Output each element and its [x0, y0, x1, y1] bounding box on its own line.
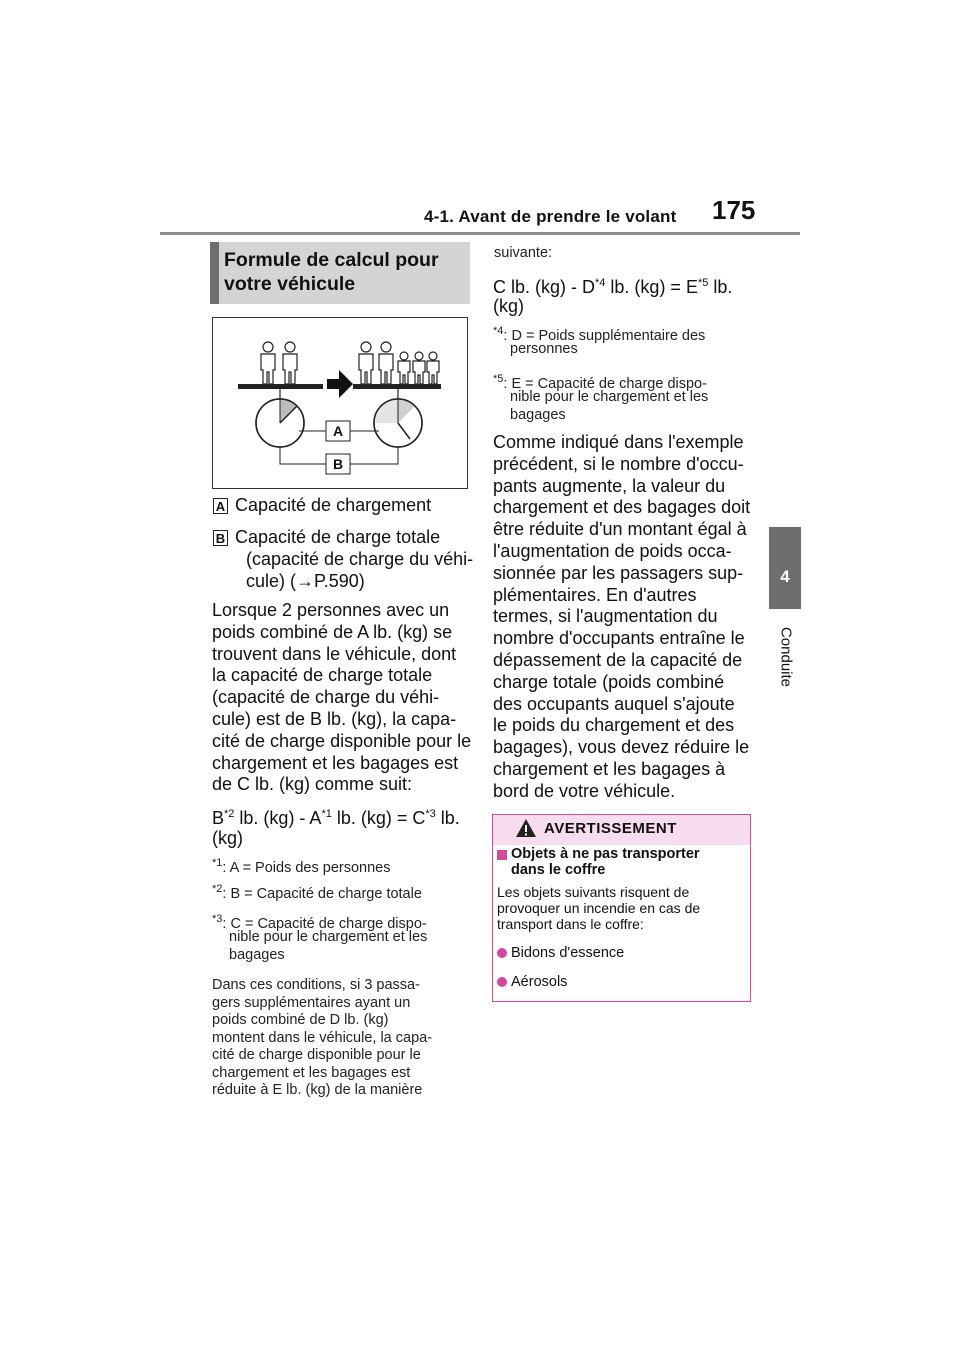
formula-term: lb. [708, 277, 733, 297]
warning-subhead-line2: dans le coffre [511, 862, 606, 878]
header-rule [160, 232, 800, 235]
footnote-2 [212, 881, 422, 903]
formula-term: lb. (kg) - A [234, 808, 322, 828]
text-line: des occupants auquel s'ajoute [493, 693, 735, 714]
footnote-3-line2: nible pour le chargement et les [229, 929, 428, 945]
five-people-icon [359, 342, 439, 384]
text-line: cule) est de B lb. (kg), la capa- [212, 708, 457, 729]
text-line: de C lb. (kg) comme suit: [212, 774, 413, 795]
text-line: bord de votre véhicule. [493, 780, 676, 801]
footnote-mark: *2 [212, 883, 223, 895]
warning-triangle-icon [515, 818, 537, 838]
formula-capacity [212, 804, 460, 830]
footnote-5-line2: nible pour le chargement et les [510, 389, 709, 405]
text-line: cité de charge disponible pour le [212, 1047, 421, 1063]
formula-term: C lb. (kg) - D [493, 277, 596, 297]
text-line: réduite à E lb. (kg) de la manière [212, 1082, 423, 1098]
formula-term: lb. [435, 808, 460, 828]
right-platform [353, 384, 441, 389]
chapter-number: 4 [780, 567, 790, 586]
text-line: dépassement de la capacité de [493, 649, 743, 670]
legend-b-line1: Capacité de charge totale [235, 527, 441, 547]
chapter-label [762, 622, 810, 692]
formula-term: B [212, 808, 225, 828]
warning-title: AVERTISSEMENT [544, 820, 677, 837]
text-line: précédent, si le nombre d'occu- [493, 453, 744, 474]
footnote-mark: *1 [212, 857, 223, 869]
load-capacity-illustration [212, 317, 468, 489]
footnote-mark: *4 [493, 325, 504, 337]
footnote-text: : C = Capacité de charge dispo- [222, 915, 427, 932]
increase-arrow-icon [327, 370, 353, 398]
text-line: chargement et les bagages est [212, 752, 459, 773]
text-line: chargement et des bagages doit [493, 497, 751, 518]
text-line: trouvent dans le véhicule, dont [212, 643, 457, 664]
section-heading-line2: votre véhicule [224, 273, 356, 295]
two-people-icon [261, 342, 297, 384]
footnote-ref: *3 [425, 808, 436, 820]
warning-item-1: Bidons d'essence [511, 945, 625, 961]
text-line: Dans ces conditions, si 3 passa- [212, 977, 420, 993]
footnote-4-line2: personnes [510, 341, 578, 357]
legend-b-line2: (capacité de charge du véhi- [246, 549, 474, 569]
right-scale-gauge-icon [374, 399, 422, 447]
legend-a-text: Capacité de chargement [235, 495, 432, 515]
warning-subhead-line1: Objets à ne pas transporter [511, 846, 700, 862]
text-line: l'augmentation de poids occa- [493, 540, 732, 561]
left-platform [238, 384, 323, 389]
warning-subhead [511, 846, 700, 878]
section-heading-line1: Formule de calcul pour [224, 249, 439, 271]
round-bullet-icon [497, 977, 507, 987]
text-line: chargement et les bagages est [212, 1064, 411, 1081]
text-line: plémentaires. En d'autres [493, 584, 697, 605]
text-line: chargement et les bagages à [493, 758, 726, 779]
formula-capacity-line2: (kg) [212, 828, 243, 848]
footnote-text: : A = Poids des personnes [222, 859, 391, 876]
text-line: poids combiné de A lb. (kg) se [212, 621, 453, 642]
footnote-text: : B = Capacité de charge totale [222, 885, 422, 902]
text-line: (capacité de charge du véhi- [212, 687, 440, 708]
footnote-ref: *1 [321, 808, 332, 820]
text-line: nombre d'occupants entraîne le [493, 628, 745, 649]
footnote-mark: *3 [212, 913, 223, 925]
warning-body-line1: Les objets suivants risquent de [497, 884, 690, 900]
text-line: sionnée par les passagers sup- [493, 562, 744, 583]
footnote-5-line3: bagages [510, 407, 566, 423]
warning-body-line2: provoquer un incendie en cas de [497, 900, 701, 916]
text-line: pants augmente, la valeur du [493, 475, 726, 496]
legend-a-marker: A [213, 498, 228, 514]
square-bullet-icon [497, 850, 507, 860]
text-line: la capacité de charge totale [212, 665, 433, 686]
page-number: 175 [712, 195, 756, 225]
formula-reduced-line2: (kg) [493, 296, 524, 316]
text-line: montent dans le véhicule, la capa- [212, 1029, 433, 1046]
footnote-ref: *4 [595, 277, 606, 289]
text-line: Comme indiqué dans l'exemple [493, 432, 744, 452]
formula-term: lb. (kg) = E [605, 277, 698, 297]
text-line: Lorsque 2 personnes avec un [212, 600, 450, 620]
warning-body-line3: transport dans le coffre: [497, 916, 644, 932]
running-header-title: 4-1. Avant de prendre le volant [424, 207, 677, 226]
figure-label-a: A [332, 423, 344, 439]
section-heading [210, 242, 470, 304]
text-line: poids combiné de D lb. (kg) [212, 1012, 389, 1028]
warning-body [497, 884, 700, 932]
left-scale-gauge-icon [256, 399, 304, 447]
footnote-mark: *5 [493, 373, 504, 385]
formula-term: lb. (kg) = C [331, 808, 426, 828]
right-intro: suivante: [494, 245, 553, 261]
footnote-ref: *5 [697, 277, 709, 289]
formula-reduced [493, 273, 732, 299]
footnote-ref: *2 [224, 808, 235, 820]
legend-b-marker: B [213, 530, 228, 546]
footnote-text: : D = Poids supplémentaire des [503, 327, 706, 344]
chapter-tab [769, 527, 801, 609]
warning-item-2: Aérosols [511, 974, 568, 990]
text-line: être réduite d'un montant égal à [493, 519, 747, 540]
round-bullet-icon [497, 948, 507, 958]
footnote-text: : E = Capacité de charge dispo- [503, 375, 707, 392]
right-paragraph [493, 432, 750, 803]
illustration-svg [213, 318, 467, 488]
text-line: gers supplémentaires ayant un [212, 994, 411, 1011]
text-line: termes, si l'augmentation du [493, 606, 718, 627]
left-paragraph [212, 600, 471, 796]
chapter-name: Conduite [777, 626, 795, 688]
figure-label-b: B [332, 456, 344, 472]
legend-b-line3: cule) (→P.590) [246, 571, 365, 591]
text-line: charge totale (poids combiné [493, 671, 725, 692]
footnote-1 [212, 855, 390, 877]
left-small-paragraph [212, 977, 432, 1100]
footnote-3-line3: bagages [229, 947, 285, 963]
text-line: le poids du chargement et des [493, 715, 735, 736]
text-line: cité de charge disponible pour le [212, 730, 472, 751]
text-line: bagages), vous devez réduire le [493, 737, 750, 758]
